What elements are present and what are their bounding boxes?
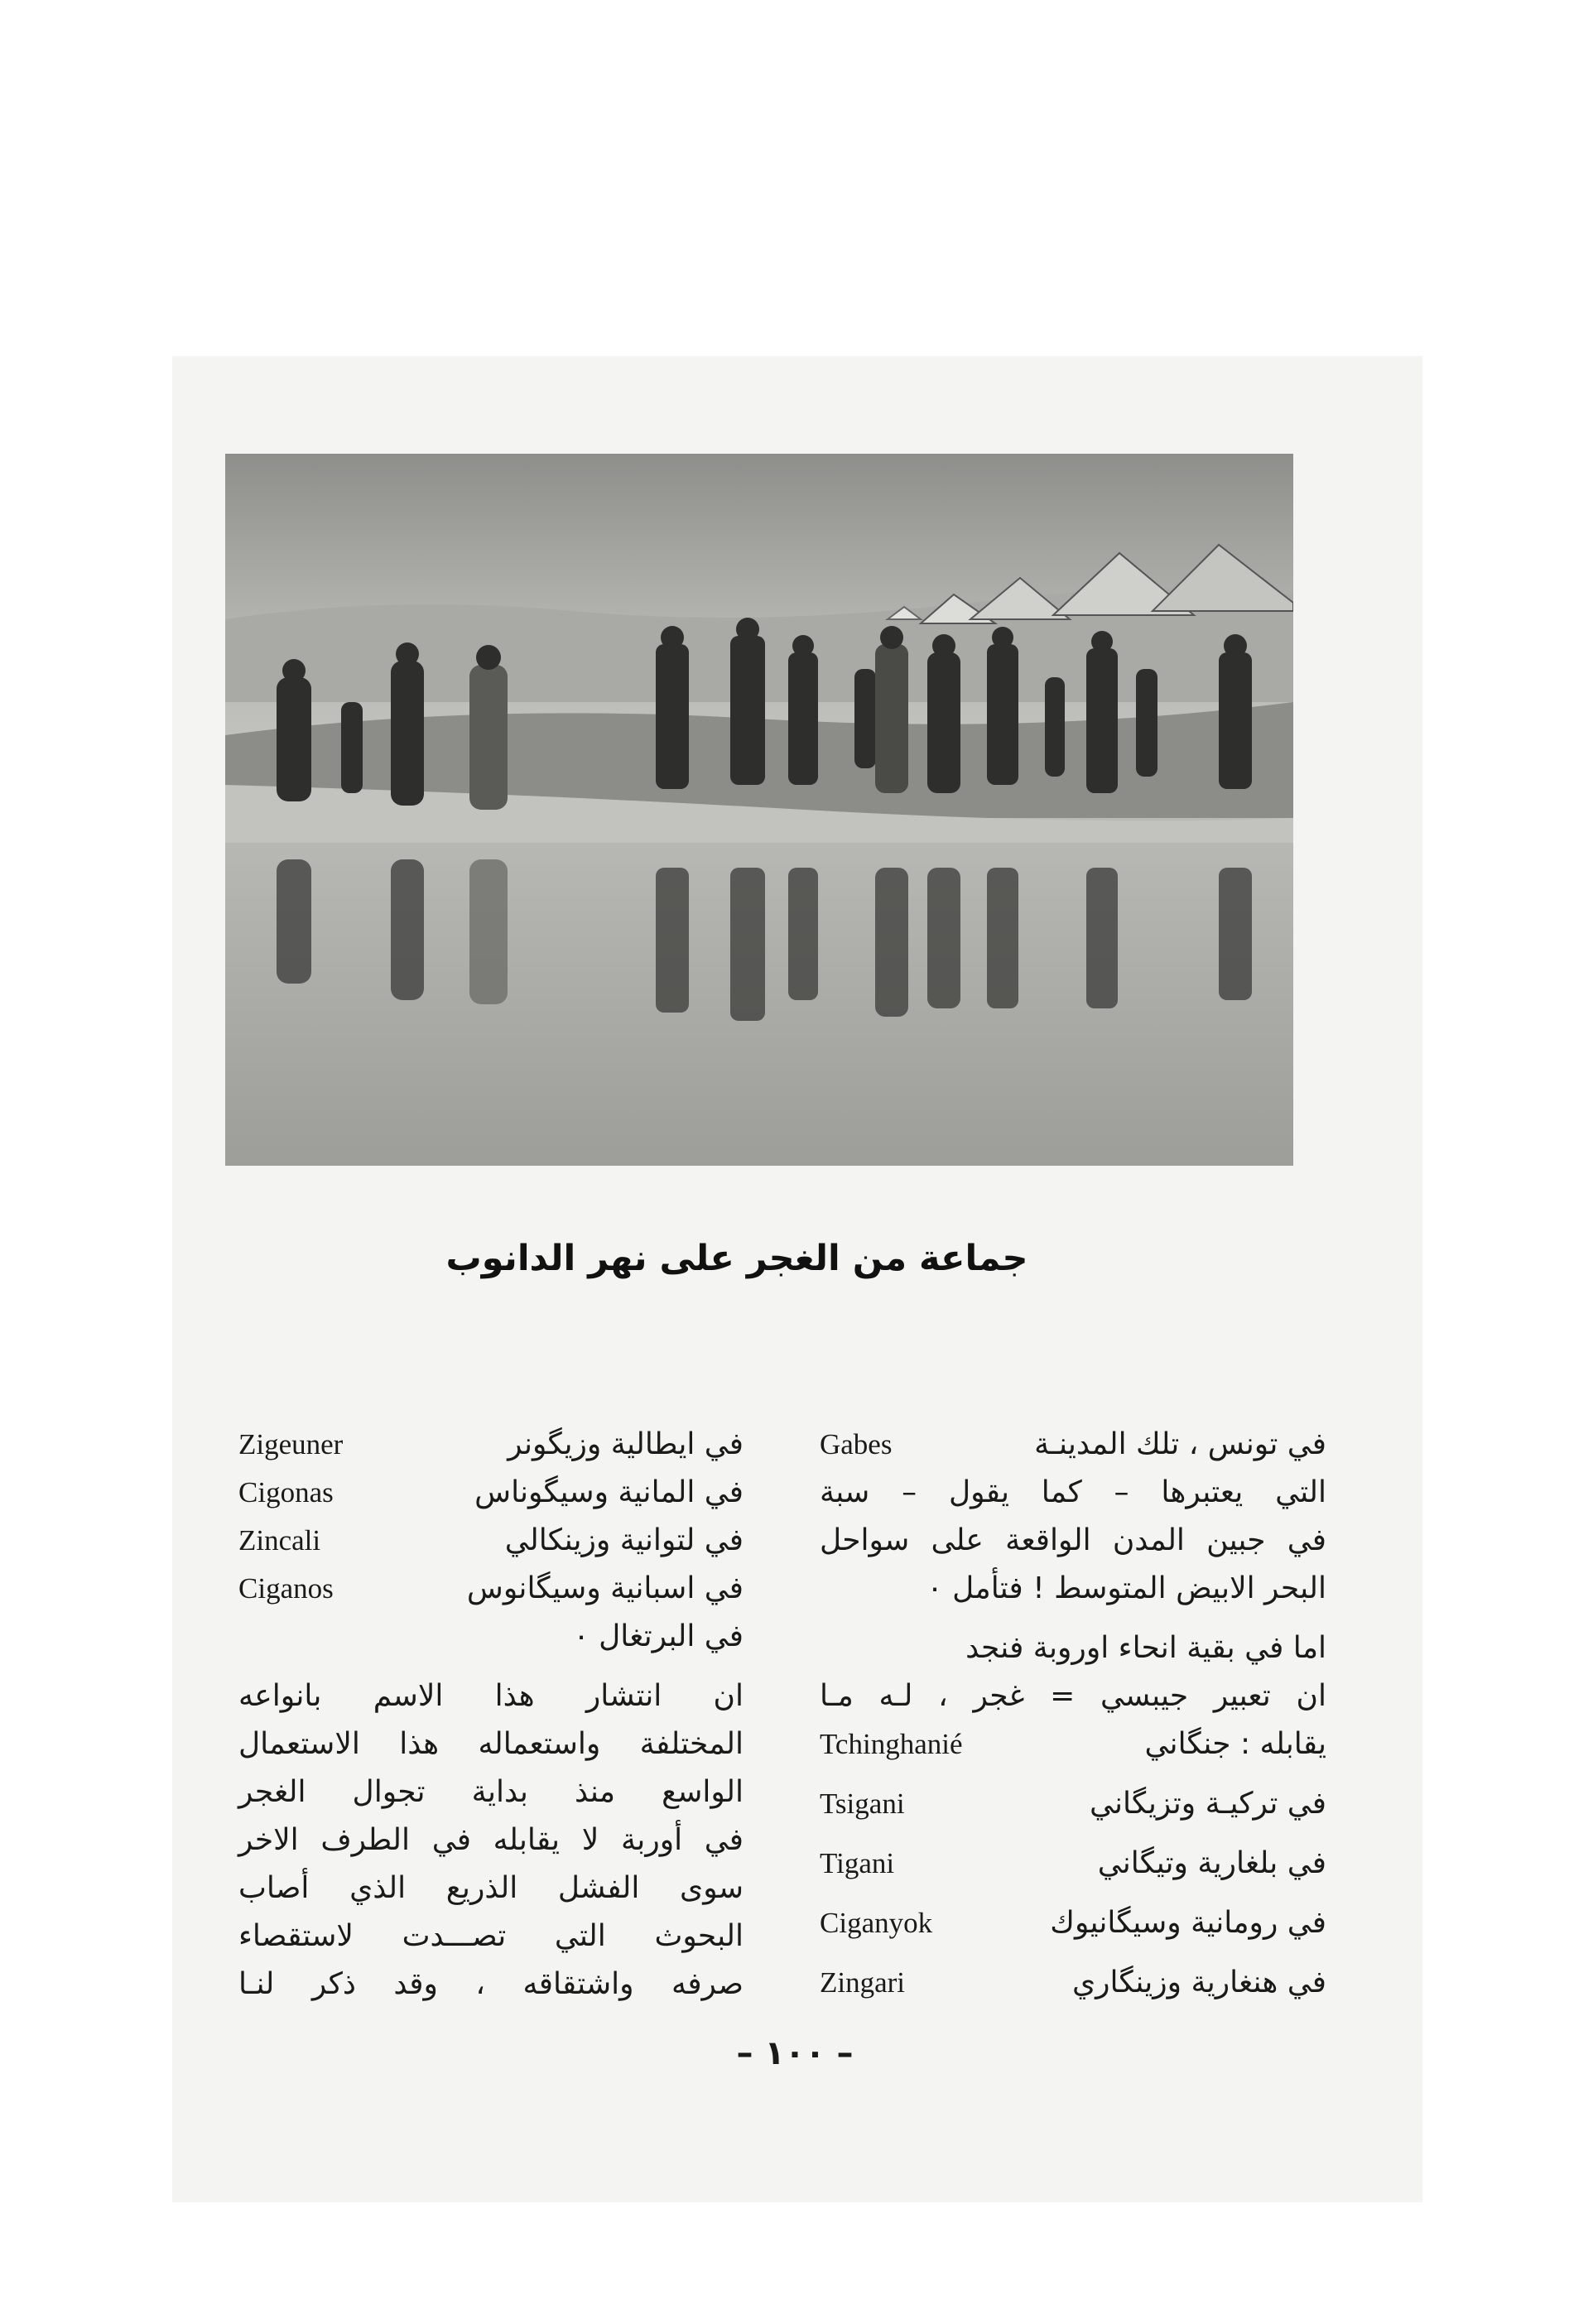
arabic-text: البحوث التي تصـــدت لاستقصاء: [238, 1919, 744, 1953]
arabic-text: في اسبانية وسيگانوس: [466, 1571, 744, 1605]
latin-term: Zincali: [238, 1524, 321, 1557]
text-line: [238, 1565, 744, 1613]
arabic-text: التي يعتبرها – كما يقول – سبة: [820, 1475, 1326, 1509]
photograph-gypsies-danube: [225, 454, 1293, 1166]
text-line: [820, 1899, 1326, 1947]
text-column-right: [820, 1421, 1326, 2007]
text-line: [238, 1720, 744, 1768]
text-line: [238, 1913, 744, 1961]
text-line: [238, 1961, 744, 2009]
arabic-text: في هنغارية وزينگاري: [1071, 1966, 1326, 1999]
latin-term: Gabes: [820, 1428, 893, 1460]
text-line: [820, 1624, 1326, 1672]
arabic-text: المختلفة واستعماله هذا الاستعمال: [238, 1727, 744, 1761]
text-line: [820, 1840, 1326, 1888]
text-line: [820, 1565, 1326, 1613]
photo-drawing: [225, 454, 1293, 1166]
arabic-text: في رومانية وسيگانيوك: [1050, 1906, 1326, 1940]
arabic-text: في تونس ، تلك المدينـة: [1034, 1427, 1326, 1461]
arabic-text: في تركيـة وتزيگاني: [1090, 1787, 1326, 1821]
latin-term: Ciganos: [238, 1572, 334, 1605]
latin-term: Cigonas: [238, 1476, 334, 1508]
arabic-text: في بلغارية وتيگاني: [1097, 1846, 1326, 1880]
latin-term: Ciganyok: [820, 1907, 933, 1939]
latin-term: Zigeuner: [238, 1428, 344, 1460]
text-column-left: [238, 1421, 744, 2009]
latin-term: Tchinghanié: [820, 1728, 963, 1760]
text-line: [820, 1517, 1326, 1565]
text-line: [238, 1613, 744, 1661]
text-line: [238, 1421, 744, 1469]
arabic-text: في أوربة لا يقابله في الطرف الاخر: [238, 1823, 744, 1857]
text-line: [820, 1672, 1326, 1720]
page-number: – ١٠٠ –: [736, 2034, 854, 2072]
text-line: [820, 1421, 1326, 1469]
text-line: [238, 1768, 744, 1816]
photo-caption: جماعة من الغجر على نهر الدانوب: [445, 1238, 1028, 1279]
arabic-text: في لتوانية وزينكالي: [504, 1523, 744, 1557]
latin-term: Zingari: [820, 1966, 906, 1999]
text-line: [238, 1469, 744, 1517]
latin-term: Tsigani: [820, 1788, 905, 1820]
latin-term: Tigani: [820, 1847, 895, 1879]
arabic-text: الواسع منذ بداية تجوال الغجر: [238, 1775, 744, 1809]
arabic-text: البحر الابيض المتوسط ! فتأمل ٠: [926, 1571, 1326, 1605]
text-line: [238, 1672, 744, 1720]
arabic-text: في البرتغال ٠: [573, 1619, 744, 1653]
text-line: [820, 1959, 1326, 2007]
arabic-text: سوى الفشل الذريع الذي أصاب: [238, 1871, 744, 1905]
arabic-text: في جبين المدن الواقعة على سواحل: [820, 1523, 1326, 1557]
arabic-text: ان انتشار هذا الاسم بانواعه: [238, 1679, 744, 1713]
text-line: [820, 1780, 1326, 1828]
arabic-text: في المانية وسيگوناس: [474, 1475, 744, 1509]
text-line: [238, 1517, 744, 1565]
arabic-text: صرفه واشتقاقه ، وقد ذكر لنـا: [238, 1967, 744, 2001]
arabic-text: اما في بقية انحاء اوروبة فنجد: [965, 1631, 1326, 1665]
text-line: [238, 1864, 744, 1913]
arabic-text: في ايطالية وزيگونر: [508, 1427, 744, 1461]
arabic-text: يقابله : جنگاني: [1144, 1727, 1326, 1761]
arabic-text: ان تعبير جيبسي = غجر ، لـه مـا: [820, 1679, 1326, 1713]
text-line: [238, 1816, 744, 1864]
text-line: [820, 1720, 1326, 1768]
text-line: [820, 1469, 1326, 1517]
